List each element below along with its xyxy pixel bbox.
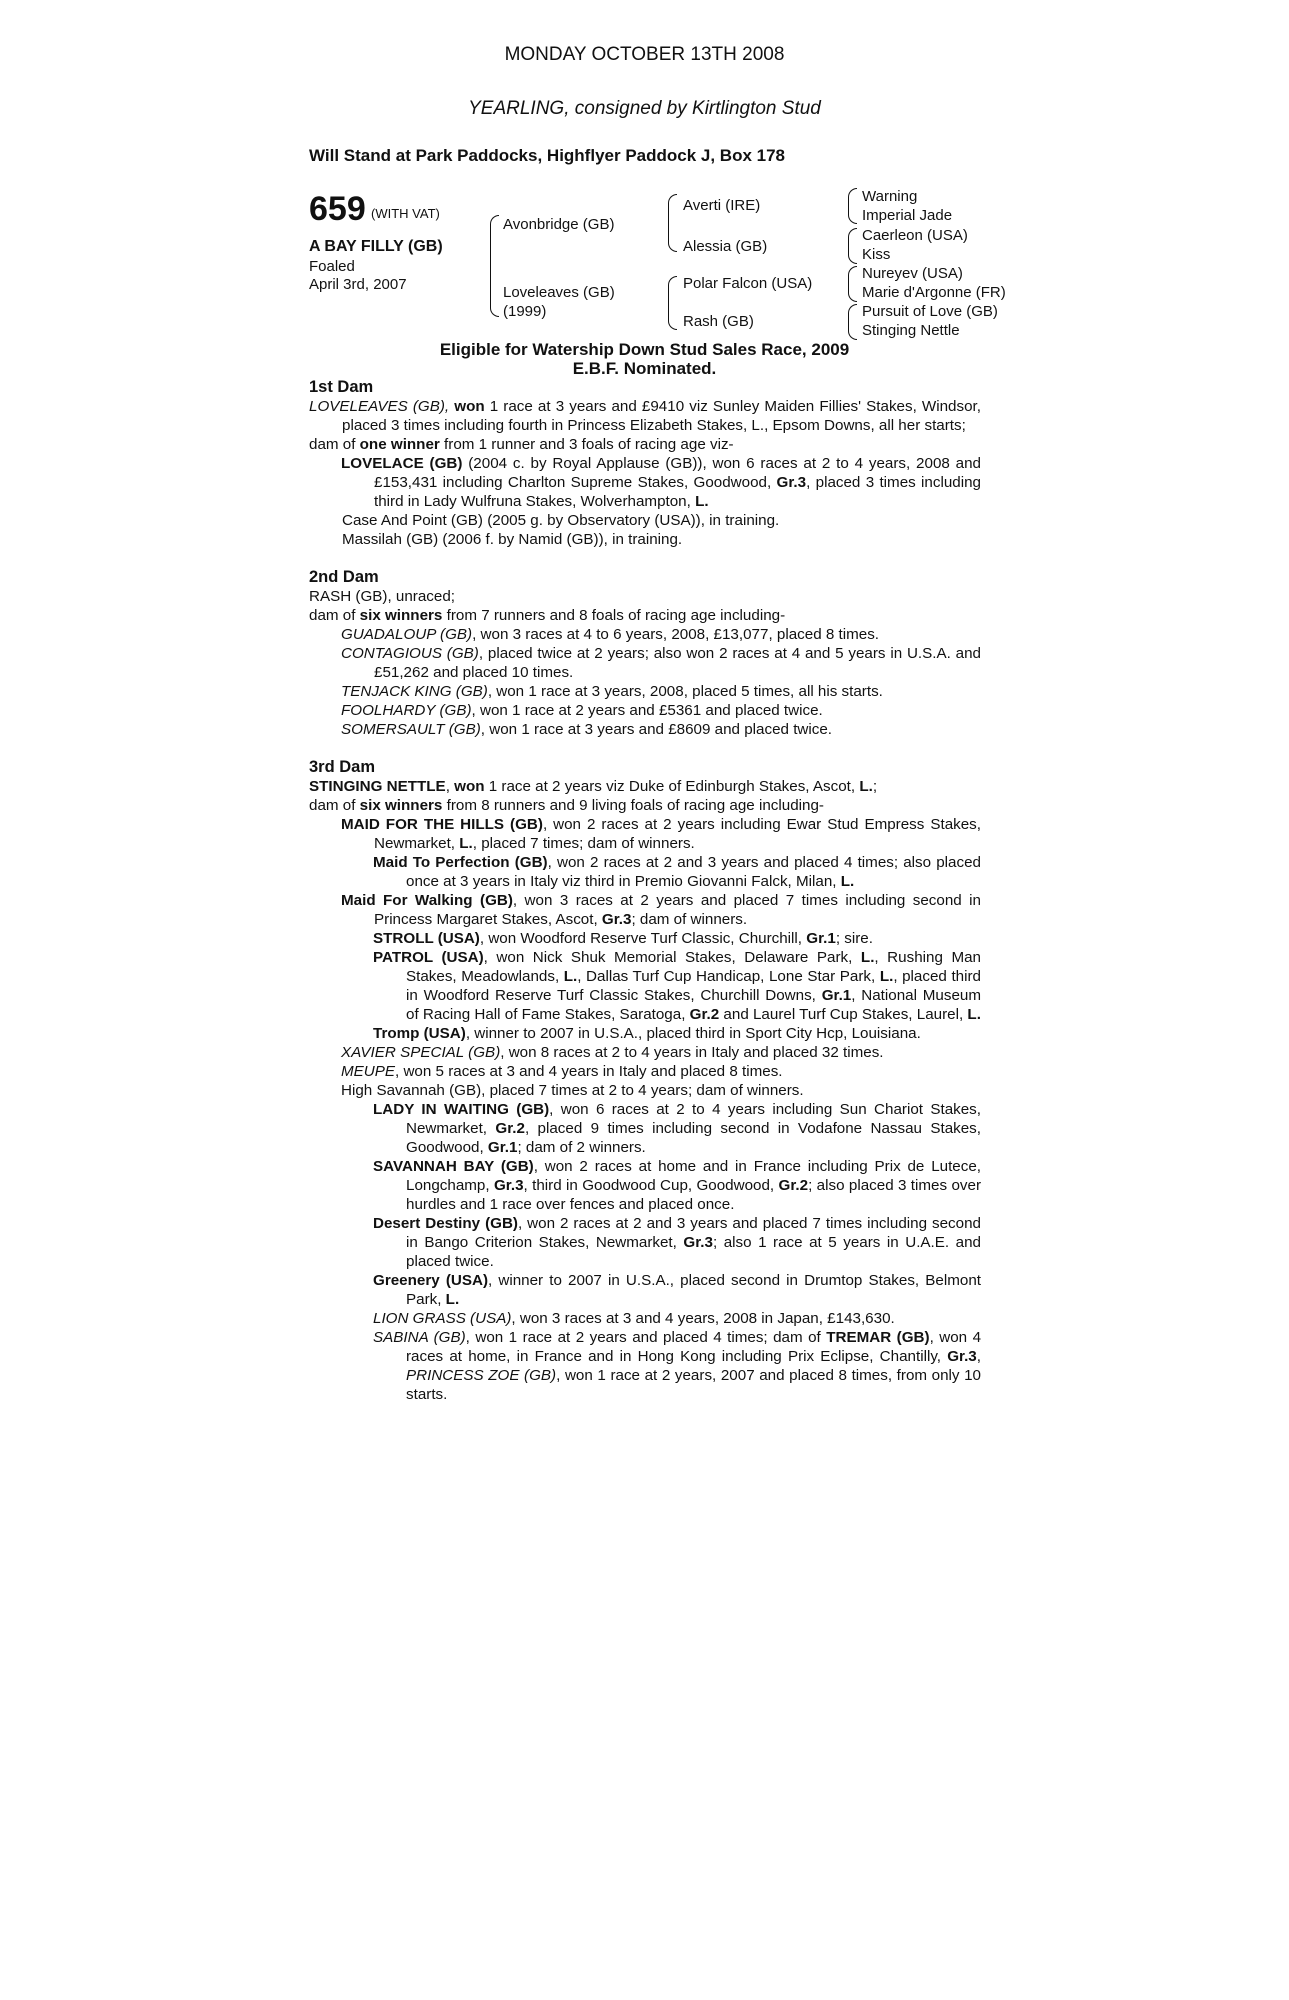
- first-dam-entry: LOVELEAVES (GB), won 1 race at 3 years and £9410 viz Sunley Maiden Fillies' Stakes, Windsor, placed 3 times including fourth in Princess Elizabeth Stakes, L., Epsom Downs, all her starts;: [309, 398, 981, 434]
- produce-high-savannah: High Savannah (GB), placed 7 times at 2 to 4 years; dam of winners.: [341, 1082, 804, 1099]
- sire-parents-brace: [668, 194, 677, 252]
- produce-maid-to-perfection: Maid To Perfection (GB), won 2 races at 2 and 3 years and placed 4 times; also placed once at 3 years in Italy viz third in Premio Giovanni Falck, Milan, L.: [373, 854, 981, 890]
- second-dam-produce-intro: dam of six winners from 7 runners and 8 foals of racing age including-: [309, 607, 786, 624]
- produce-tromp: Tromp (USA), winner to 2007 in U.S.A., placed third in Sport City Hcp, Louisiana.: [373, 1025, 921, 1042]
- produce-lion-grass: LION GRASS (USA), won 3 races at 3 and 4 years, 2008 in Japan, £143,630.: [373, 1310, 895, 1327]
- pedigree-sire-dam: Alessia (GB): [683, 238, 768, 255]
- foaled-label: Foaled: [309, 258, 355, 275]
- sales-race-note: Eligible for Watership Down Stud Sales Race, 2009: [439, 340, 850, 359]
- second-dam-heading: 2nd Dam: [309, 568, 379, 586]
- third-dam-entry: STINGING NETTLE, won 1 race at 2 years viz Duke of Edinburgh Stakes, Ascot, L.;: [309, 778, 878, 795]
- catalogue-body: [309, 378, 981, 1404]
- vat-note: (WITH VAT): [371, 206, 440, 221]
- ebf-note: E.B.F. Nominated.: [572, 359, 717, 378]
- third-dam-heading: 3rd Dam: [309, 758, 376, 776]
- pedigree-dam: Loveleaves (GB): [503, 284, 615, 301]
- pedigree-g5: Nureyev (USA): [862, 265, 963, 282]
- produce-foolhardy: FOOLHARDY (GB), won 1 race at 2 years and £5361 and placed twice.: [341, 702, 823, 719]
- second-dam-entry: RASH (GB), unraced;: [309, 588, 456, 605]
- pedigree-sire-sire: Averti (IRE): [683, 197, 761, 214]
- foaled-date: April 3rd, 2007: [309, 276, 407, 293]
- pedigree-g1: Warning: [862, 188, 918, 205]
- produce-meupe: MEUPE, won 5 races at 3 and 4 years in Italy and placed 8 times.: [341, 1063, 783, 1080]
- first-dam-produce-intro: dam of one winner from 1 runner and 3 foals of racing age viz-: [309, 436, 734, 453]
- g-brace-1: [848, 188, 857, 224]
- g-brace-4: [848, 304, 857, 340]
- stand-location: Will Stand at Park Paddocks, Highflyer Paddock J, Box 178: [309, 146, 785, 165]
- produce-massilah: Massilah (GB) (2006 f. by Namid (GB)), in training.: [342, 531, 683, 548]
- produce-sabina: SABINA (GB), won 1 race at 2 years and placed 4 times; dam of TREMAR (GB), won 4 races at home, in France and in Hong Kong including Prix Eclipse, Chantilly, Gr.3, PRINCESS ZOE (GB), won 1 race at 2 years, 2007 and placed 8 times, from only 10 starts.: [373, 1329, 982, 1403]
- produce-xavier-special: XAVIER SPECIAL (GB), won 8 races at 2 to 4 years in Italy and placed 32 times.: [341, 1044, 884, 1061]
- produce-maid-for-the-hills: MAID FOR THE HILLS (GB), won 2 races at 2 years including Ewar Stud Empress Stakes, Newmarket, L., placed 7 times; dam of winners.: [341, 816, 981, 852]
- pedigree-g8: Stinging Nettle: [862, 322, 960, 339]
- pedigree-g6: Marie d'Argonne (FR): [862, 284, 1006, 301]
- pedigree-g2: Imperial Jade: [862, 207, 953, 224]
- pedigree-g4: Kiss: [862, 246, 891, 263]
- pedigree-g3: Caerleon (USA): [862, 227, 968, 244]
- first-dam-heading: 1st Dam: [309, 378, 374, 396]
- pedigree-dam-dam: Rash (GB): [683, 313, 754, 330]
- produce-lovelace: LOVELACE (GB) (2004 c. by Royal Applause (GB)), won 6 races at 2 to 4 years, 2008 and £153,431 including Charlton Supreme Stakes, Goodwood, Gr.3, placed 3 times including third in Lady Wulfruna Stakes, Wolverhampton, L.: [341, 455, 982, 510]
- produce-patrol: PATROL (USA), won Nick Shuk Memorial Stakes, Delaware Park, L., Rushing Man Stakes, Meadowlands, L., Dallas Turf Cup Handicap, Lone Star Park, L., placed third in Woodford Reserve Turf Classic Stakes, Churchill Downs, Gr.1, National Museum of Racing Hall of Fame Stakes, Saratoga, Gr.2 and Laurel Turf Cup Stakes, Laurel, L.: [373, 949, 981, 1023]
- produce-stroll: STROLL (USA), won Woodford Reserve Turf Classic, Churchill, Gr.1; sire.: [373, 930, 873, 947]
- produce-desert-destiny: Desert Destiny (GB), won 2 races at 2 and 3 years and placed 7 times including second in Bango Criterion Stakes, Newmarket, Gr.3; also 1 race at 5 years in U.A.E. and placed twice.: [373, 1215, 981, 1270]
- sire-dam-brace: [490, 215, 499, 317]
- produce-savannah-bay: SAVANNAH BAY (GB), won 2 races at home and in France including Prix de Lutece, Longchamp, Gr.3, third in Goodwood Cup, Goodwood, Gr.2; also placed 3 times over hurdles and 1 race over fences and placed once.: [373, 1158, 982, 1213]
- dam-parents-brace: [668, 276, 677, 330]
- pedigree-dam-year: (1999): [503, 303, 547, 320]
- produce-lady-in-waiting: LADY IN WAITING (GB), won 6 races at 2 to 4 years including Sun Chariot Stakes, Newmarket, Gr.2, placed 9 times including second in Vodafone Nassau Stakes, Goodwood, Gr.1; dam of 2 winners.: [373, 1101, 981, 1156]
- produce-greenery: Greenery (USA), winner to 2007 in U.S.A., placed second in Drumtop Stakes, Belmont Park, L.: [373, 1272, 981, 1308]
- lot-name: A BAY FILLY (GB): [309, 238, 443, 255]
- produce-guadaloup: GUADALOUP (GB), won 3 races at 4 to 6 years, 2008, £13,077, placed 8 times.: [341, 626, 880, 643]
- g-brace-2: [848, 228, 857, 264]
- g-brace-3: [848, 266, 857, 302]
- consignment-line: YEARLING, consigned by Kirtlington Stud: [468, 98, 821, 119]
- third-dam-produce-intro: dam of six winners from 8 runners and 9 living foals of racing age including-: [309, 797, 824, 814]
- produce-case-and-point: Case And Point (GB) (2005 g. by Observatory (USA)), in training.: [342, 512, 780, 529]
- produce-contagious: CONTAGIOUS (GB), placed twice at 2 years; also won 2 races at 4 and 5 years in U.S.A. and £51,262 and placed 10 times.: [341, 645, 981, 681]
- pedigree-sire: Avonbridge (GB): [503, 216, 615, 233]
- produce-maid-for-walking: Maid For Walking (GB), won 3 races at 2 years and placed 7 times including second in Princess Margaret Stakes, Ascot, Gr.3; dam of winners.: [341, 892, 981, 928]
- sale-date: MONDAY OCTOBER 13TH 2008: [504, 44, 785, 65]
- produce-somersault: SOMERSAULT (GB), won 1 race at 3 years and £8609 and placed twice.: [341, 721, 833, 738]
- lot-number: 659: [309, 190, 366, 228]
- pedigree-dam-sire: Polar Falcon (USA): [683, 275, 813, 292]
- pedigree-g7: Pursuit of Love (GB): [862, 303, 998, 320]
- produce-tenjack-king: TENJACK KING (GB), won 1 race at 3 years, 2008, placed 5 times, all his starts.: [341, 683, 883, 700]
